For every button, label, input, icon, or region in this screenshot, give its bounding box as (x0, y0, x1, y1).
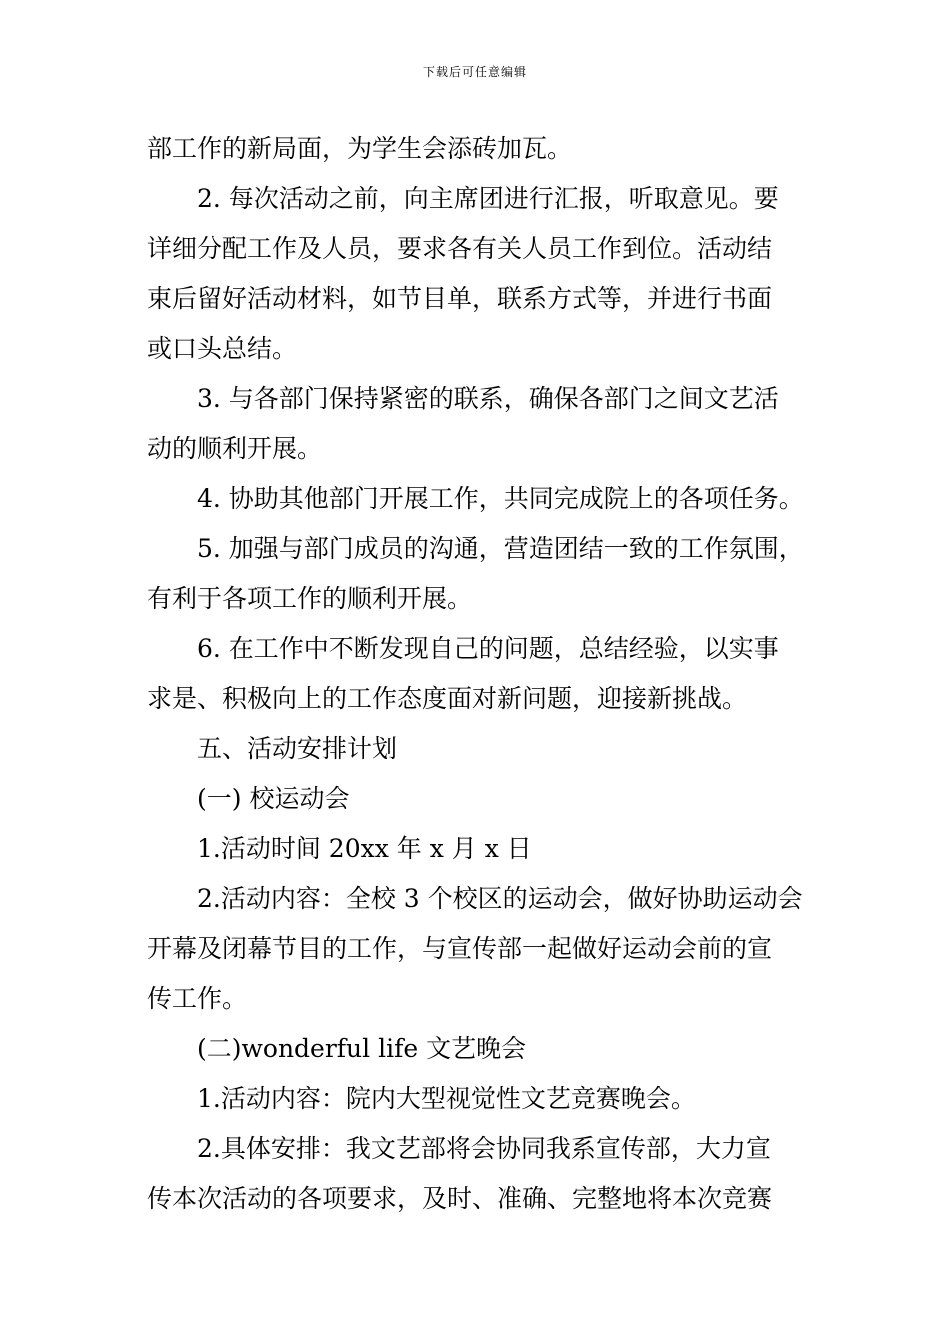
paragraph-line: 2.活动内容：全校 3 个校区的运动会，做好协助运动会 (197, 884, 803, 913)
document-body (147, 124, 817, 1224)
paragraph-line: 6. 在工作中不断发现自己的问题，总结经验，以实事 (197, 634, 779, 663)
paragraph-line: 5. 加强与部门成员的沟通，营造团结一致的工作氛围， (197, 534, 804, 563)
subsection-heading: (二)wonderful life 文艺晚会 (197, 1034, 527, 1063)
paragraph-line: 求是、积极向上的工作态度面对新问题，迎接新挑战。 (147, 684, 748, 713)
paragraph-line: 有利于各项工作的顺利开展。 (147, 584, 473, 613)
paragraph-line: 传工作。 (147, 984, 248, 1013)
paragraph-line: 部工作的新局面，为学生会添砖加瓦。 (147, 134, 573, 163)
paragraph-line: 2. 每次活动之前，向主席团进行汇报，听取意见。要 (197, 184, 779, 213)
paragraph-line: 4. 协助其他部门开展工作，共同完成院上的各项任务。 (197, 484, 804, 513)
paragraph-line: 开幕及闭幕节目的工作，与宣传部一起做好运动会前的宣 (147, 934, 773, 963)
subsection-heading: (一) 校运动会 (197, 784, 350, 813)
section-heading: 五、活动安排计划 (197, 734, 398, 763)
paragraph-line: 或口头总结。 (147, 334, 298, 363)
paragraph-line: 传本次活动的各项要求，及时、准确、完整地将本次竞赛 (147, 1184, 773, 1213)
paragraph-line: 束后留好活动材料，如节目单，联系方式等，并进行书面 (147, 284, 773, 313)
page-header: 下载后可任意编辑 (422, 65, 527, 79)
paragraph-line: 1.活动内容：院内大型视觉性文艺竞赛晚会。 (197, 1084, 696, 1113)
paragraph-line: 3. 与各部门保持紧密的联系，确保各部门之间文艺活 (197, 384, 779, 413)
paragraph-line: 2.具体安排：我文艺部将会协同我系宣传部，大力宣 (197, 1134, 771, 1163)
paragraph-line: 详细分配工作及人员，要求各有关人员工作到位。活动结 (147, 234, 773, 263)
paragraph-line: 动的顺利开展。 (147, 434, 323, 463)
paragraph-line: 1.活动时间 20xx 年 x 月 x 日 (197, 834, 532, 863)
